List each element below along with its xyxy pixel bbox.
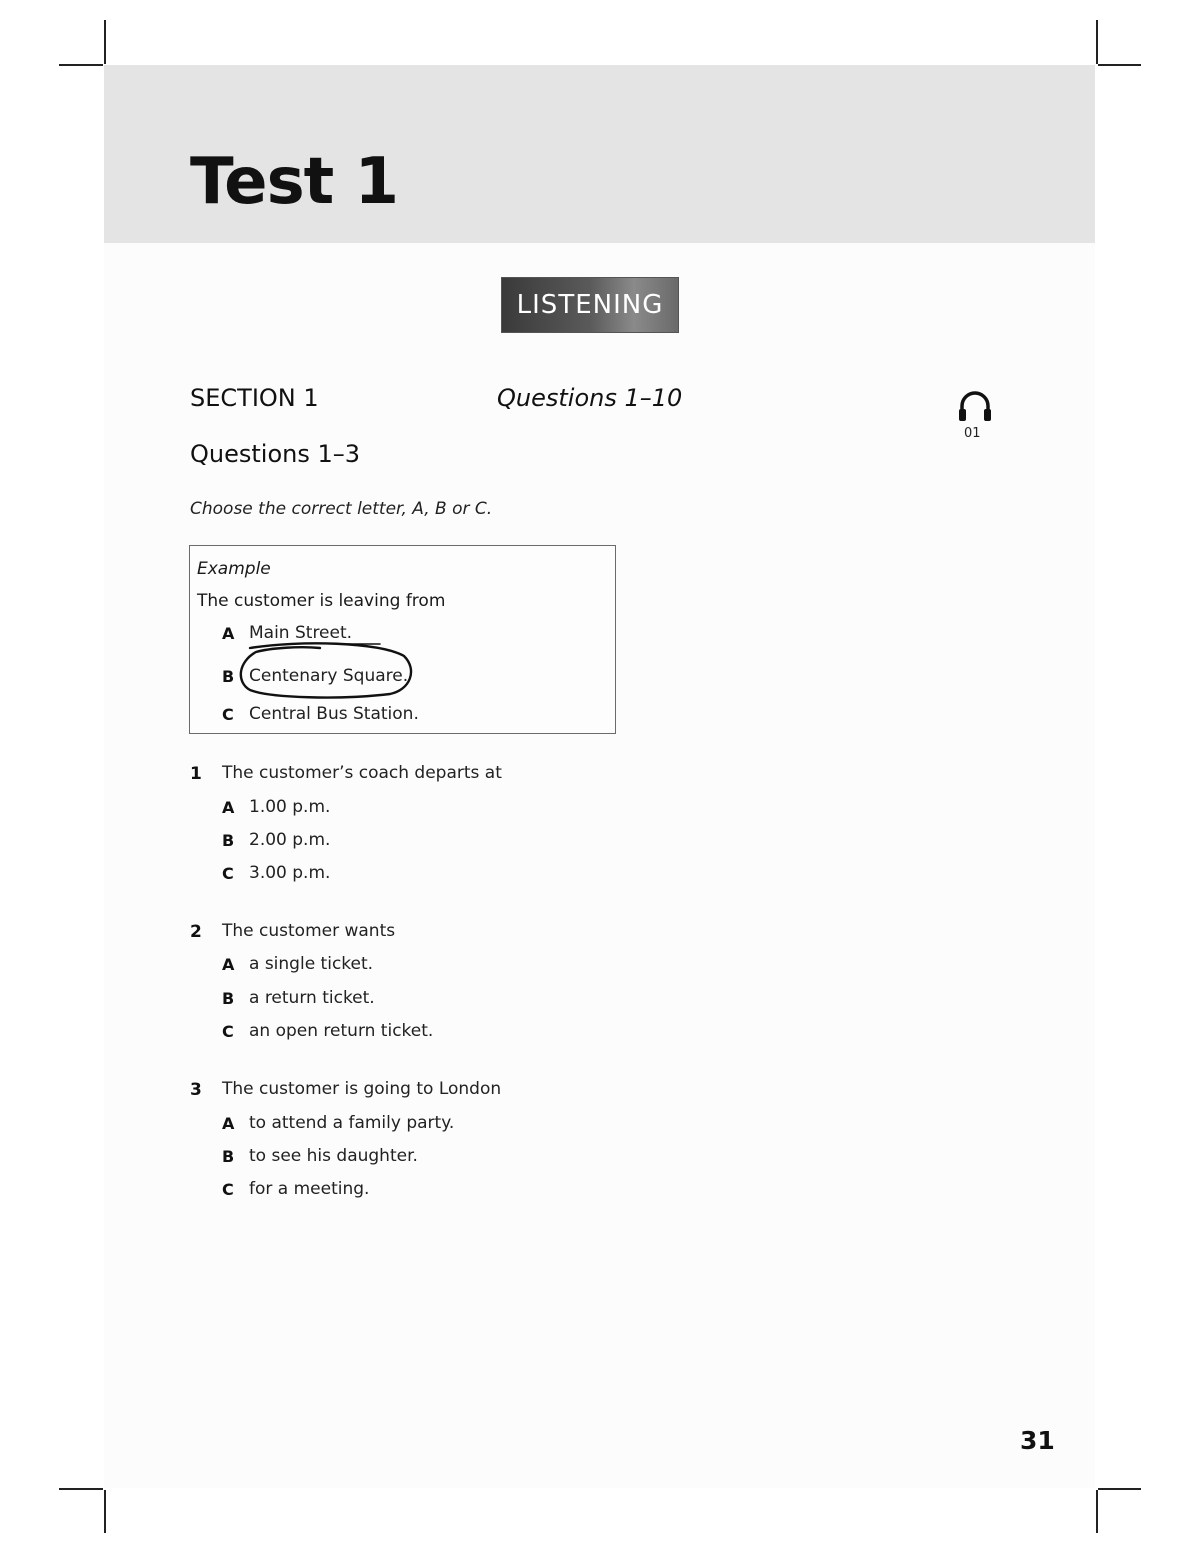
option-text[interactable]: 2.00 p.m. xyxy=(249,830,331,850)
audio-track-number: 01 xyxy=(964,426,981,441)
option-letter: C xyxy=(222,1180,234,1199)
example-option-letter: A xyxy=(222,624,235,643)
option-letter: C xyxy=(222,1022,234,1041)
test-title: Test 1 xyxy=(190,145,399,219)
crop-mark-top-left-vertical xyxy=(104,20,106,64)
option-letter: A xyxy=(222,955,235,974)
crop-mark-bottom-right-horizontal xyxy=(1098,1488,1141,1490)
option-letter: A xyxy=(222,798,235,817)
option-text[interactable]: 1.00 p.m. xyxy=(249,797,331,817)
option-letter: B xyxy=(222,1147,235,1166)
question-number: 1 xyxy=(190,764,202,784)
example-option-text: Central Bus Station. xyxy=(249,704,419,724)
option-text[interactable]: a single ticket. xyxy=(249,954,374,974)
questions-range: Questions 1–10 xyxy=(497,384,683,412)
example-option-text: Centenary Square. xyxy=(249,666,409,686)
listening-badge xyxy=(501,277,679,333)
option-text[interactable]: to see his daughter. xyxy=(249,1146,418,1166)
option-text[interactable]: for a meeting. xyxy=(249,1179,370,1199)
option-letter: A xyxy=(222,1114,235,1133)
question-stem: The customer’s coach departs at xyxy=(222,763,502,783)
example-label: Example xyxy=(197,559,271,579)
example-option-text: Main Street. xyxy=(249,623,353,643)
crop-mark-bottom-left-vertical xyxy=(104,1490,106,1533)
question-stem: The customer wants xyxy=(222,921,396,941)
example-option-letter: C xyxy=(222,705,234,724)
option-letter: B xyxy=(222,989,235,1008)
crop-mark-top-right-horizontal xyxy=(1098,64,1141,66)
option-text[interactable]: 3.00 p.m. xyxy=(249,863,331,883)
question-stem: The customer is going to London xyxy=(222,1079,502,1099)
option-letter: C xyxy=(222,864,234,883)
instruction-text: Choose the correct letter, A, B or C. xyxy=(190,499,493,519)
option-letter: B xyxy=(222,831,235,850)
headphones-icon[interactable] xyxy=(957,388,993,424)
option-text[interactable]: to attend a family party. xyxy=(249,1113,455,1133)
question-number: 3 xyxy=(190,1080,202,1100)
question-number: 2 xyxy=(190,922,202,942)
listening-badge-label: LISTENING xyxy=(516,290,664,320)
crop-mark-top-left-horizontal xyxy=(59,64,103,66)
example-option-letter: B xyxy=(222,667,235,686)
page-number: 31 xyxy=(1020,1426,1055,1455)
option-text[interactable]: a return ticket. xyxy=(249,988,375,1008)
questions-group-heading: Questions 1–3 xyxy=(190,440,361,468)
crop-mark-bottom-left-horizontal xyxy=(59,1488,103,1490)
crop-mark-top-right-vertical xyxy=(1096,20,1098,64)
option-text[interactable]: an open return ticket. xyxy=(249,1021,434,1041)
crop-mark-bottom-right-vertical xyxy=(1096,1490,1098,1533)
section-heading: SECTION 1 xyxy=(190,384,319,412)
example-stem: The customer is leaving from xyxy=(197,591,446,611)
